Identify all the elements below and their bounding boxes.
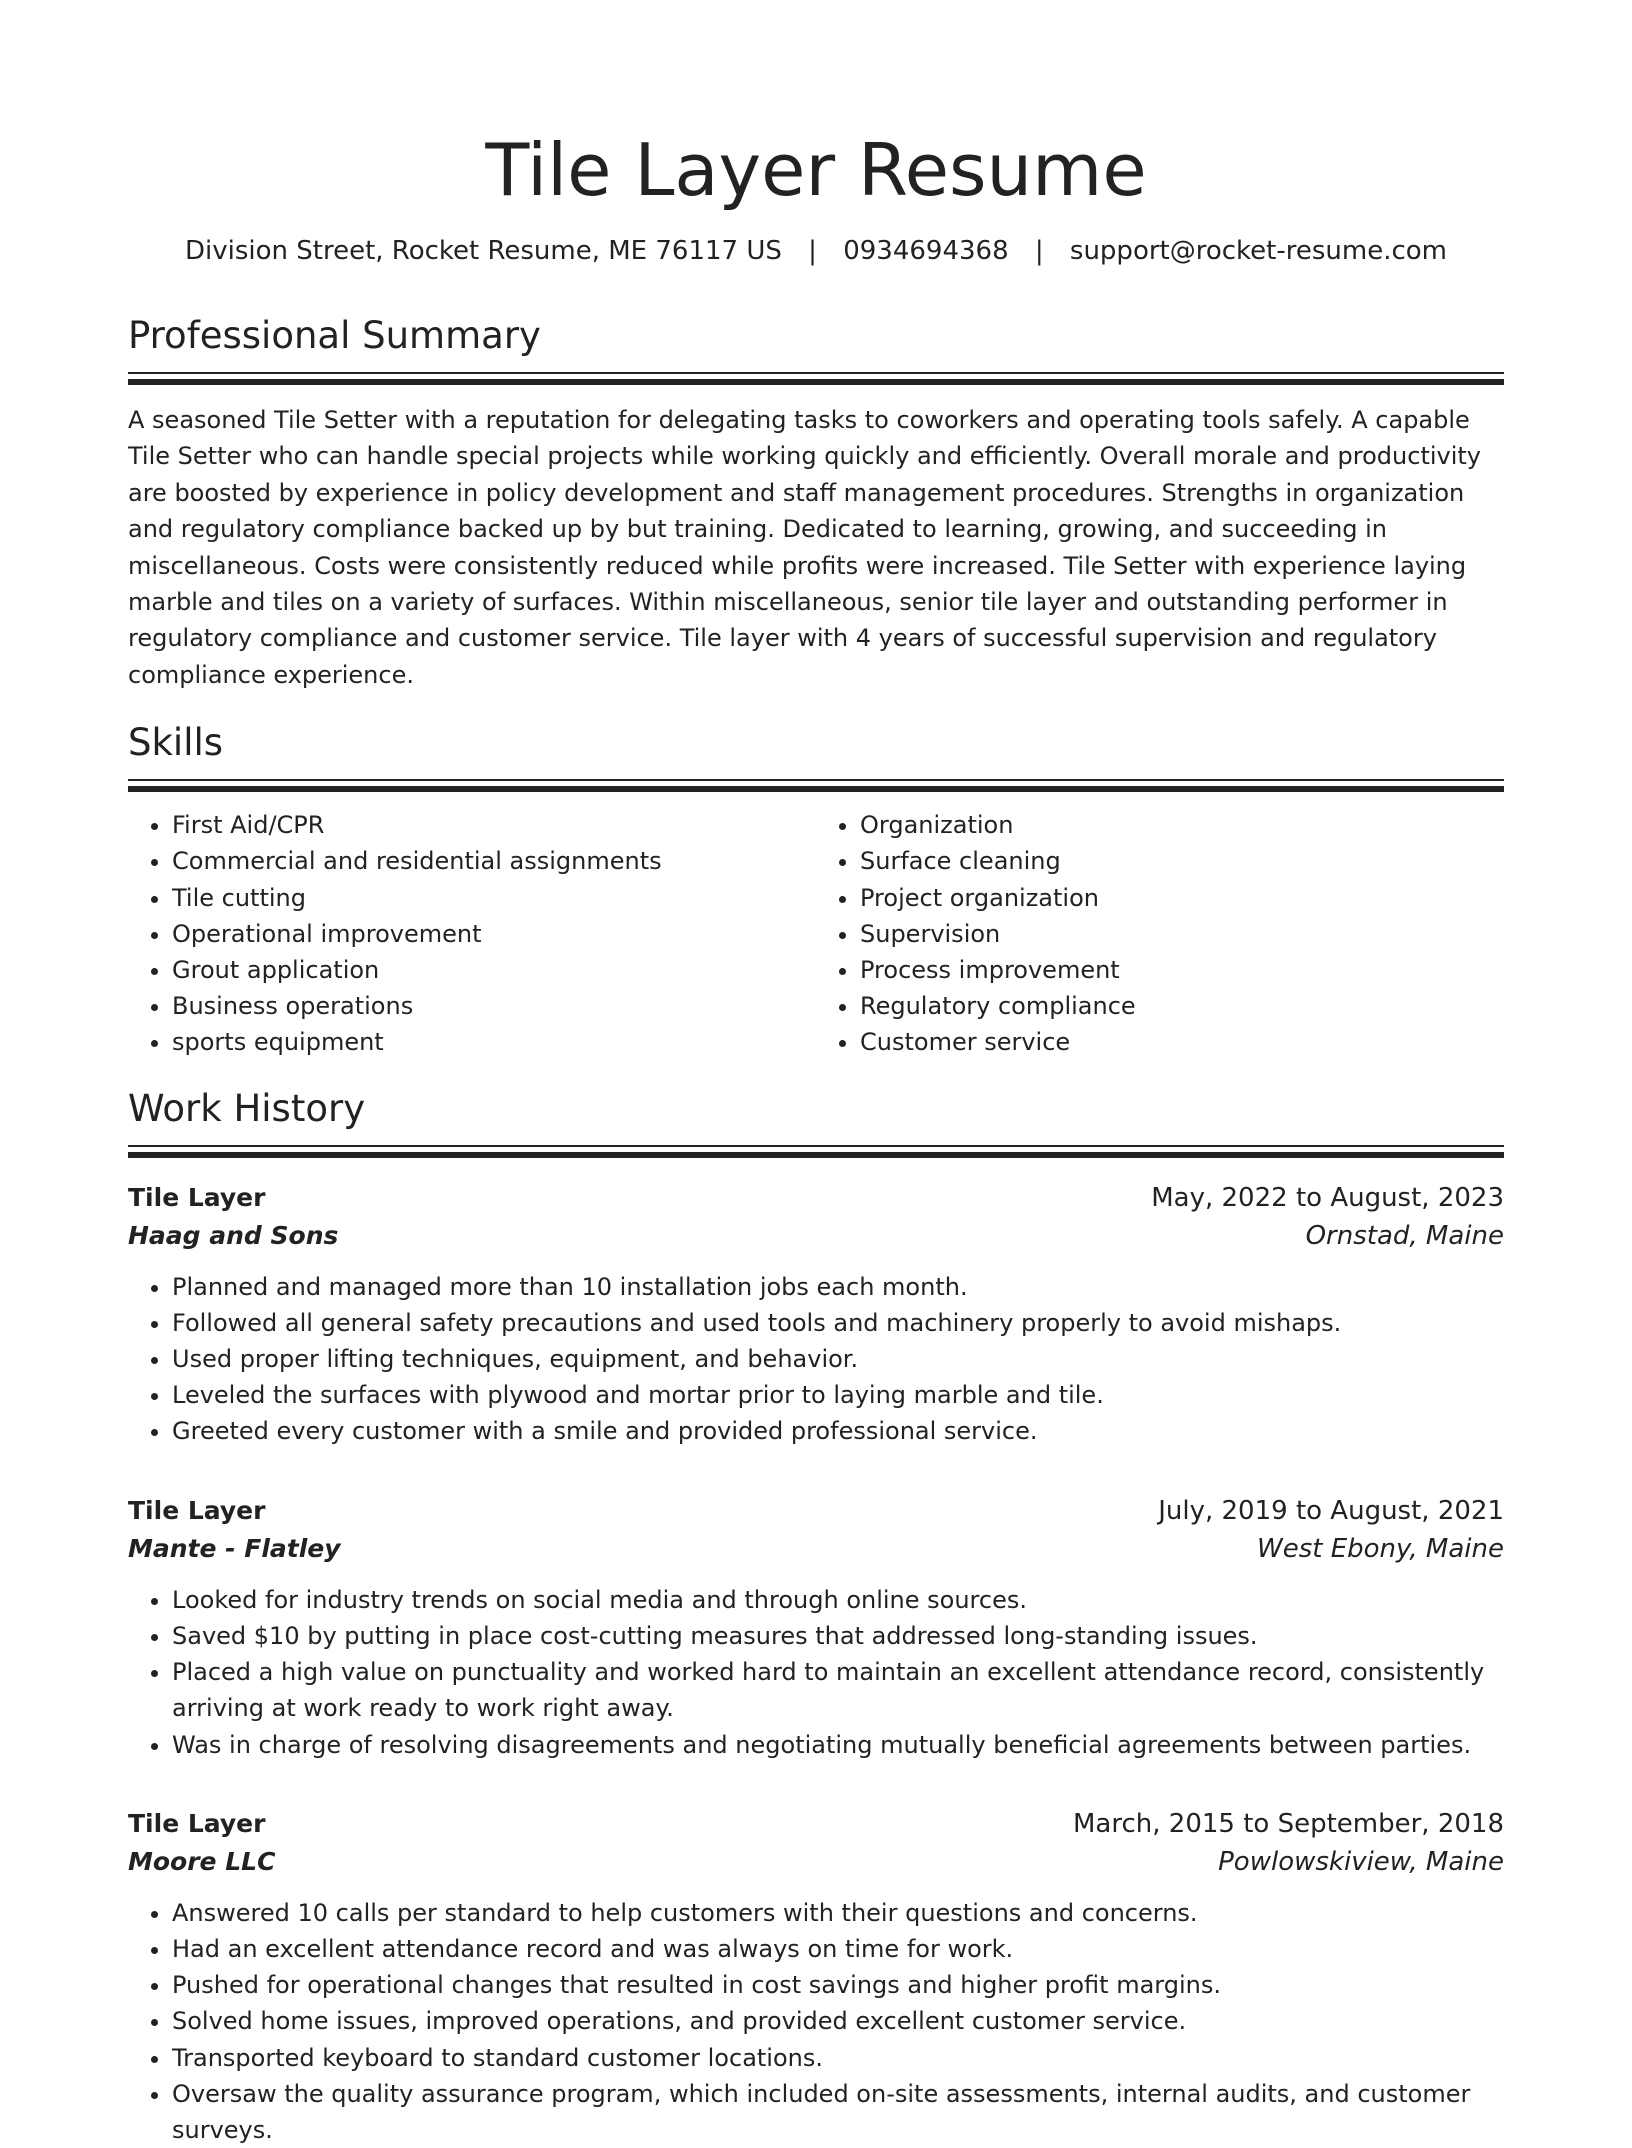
contact-line [128, 234, 1504, 268]
skill-item: • Process improvement [860, 952, 1504, 988]
job-bullet: • Had an excellent attendance record and was always on time for work. [172, 1931, 1504, 1967]
skill-item: • Commercial and residential assignments [172, 843, 816, 879]
job-bullet: • Saved $10 by putting in place cost-cutting measures that addressed long-standing issues. [172, 1618, 1504, 1654]
summary-text: A seasoned Tile Setter with a reputation for delegating tasks to coworkers and operating tools safely. A capable Tile Setter who can handle special projects while working quickly and efficiently. Overall morale and productivity are boosted by experience in policy development and staff management procedures. Strengths in organization and regulatory compliance backed up by but training. Dedicated to learning, growing, and succeeding in miscellaneous. Costs were consistently reduced while profits were increased. Tile Setter with experience laying marble and tiles on a variety of surfaces. Within miscellaneous, senior tile layer and outstanding performer in regulatory compliance and customer service. Tile layer with 4 years of successful supervision and regulatory compliance experience. [128, 406, 1481, 689]
job-header-row [128, 1492, 1504, 1530]
job-bullet: • Placed a high value on punctuality and worked hard to maintain an excellent attendance record, consistently arriving at work ready to work right away. [172, 1654, 1504, 1726]
job-title: Tile Layer [128, 1495, 266, 1525]
contact-separator: | [1034, 236, 1044, 266]
skill-item: • Organization [860, 807, 1504, 843]
job-bullet: • Followed all general safety precautions and used tools and machinery properly to avoid mishaps. [172, 1305, 1504, 1341]
job-bullet: • Leveled the surfaces with plywood and mortar prior to laying marble and tile. [172, 1377, 1504, 1413]
job-header-row [128, 1179, 1504, 1217]
job-header-row [128, 1805, 1504, 1843]
job-title: Tile Layer [128, 1808, 266, 1838]
job-location: Ornstad, Maine [1305, 1220, 1504, 1251]
job-bullet: • Pushed for operational changes that resulted in cost savings and higher profit margins. [172, 1967, 1504, 2003]
contact-separator: | [808, 236, 817, 266]
summary-section [128, 312, 1504, 693]
skill-item: • Project organization [860, 880, 1504, 916]
job-company: Mante - Flatley [128, 1533, 341, 1563]
skill-item: • Supervision [860, 916, 1504, 952]
job-dates: May, 2022 to August, 2023 [1151, 1182, 1504, 1213]
job-company-row [128, 1217, 1504, 1255]
job-bullet: • Planned and managed more than 10 installation jobs each month. [172, 1269, 1504, 1305]
job-bullet: • Looked for industry trends on social media and through online sources. [172, 1582, 1504, 1618]
contact-address: Division Street, Rocket Resume, ME 76117 US [184, 236, 782, 266]
section-divider [128, 372, 1504, 386]
work-history-section [128, 1085, 1504, 2148]
skills-list-right [816, 807, 1504, 1060]
work-history-heading: Work History [128, 1086, 366, 1130]
job-bullets [128, 1895, 1504, 2148]
job-bullet: • Answered 10 calls per standard to help customers with their questions and concerns. [172, 1895, 1504, 1931]
job-entry [128, 1492, 1504, 1763]
job-bullet: • Transported keyboard to standard customer locations. [172, 2040, 1504, 2076]
job-company-row [128, 1530, 1504, 1568]
skills-list-left [128, 807, 816, 1060]
job-company-row [128, 1843, 1504, 1881]
job-location: West Ebony, Maine [1257, 1533, 1504, 1564]
contact-phone: 0934694368 [843, 236, 1009, 266]
skills-heading: Skills [128, 721, 224, 765]
skill-item: • sports equipment [172, 1024, 816, 1060]
job-bullets [128, 1269, 1504, 1450]
job-title: Tile Layer [128, 1182, 266, 1212]
job-company: Moore LLC [128, 1846, 276, 1876]
skill-item: • Tile cutting [172, 880, 816, 916]
job-dates: July, 2019 to August, 2021 [1158, 1495, 1504, 1526]
job-bullet: • Used proper lifting techniques, equipment, and behavior. [172, 1341, 1504, 1377]
job-entry [128, 1805, 1504, 2148]
job-location: Powlowskiview, Maine [1218, 1846, 1504, 1877]
resume-title: Tile Layer Resume [485, 128, 1147, 212]
skill-item: • Business operations [172, 988, 816, 1024]
resume-page [128, 0, 1504, 2148]
job-dates: March, 2015 to September, 2018 [1073, 1808, 1504, 1839]
section-divider [128, 1145, 1504, 1159]
skill-item: • Surface cleaning [860, 843, 1504, 879]
summary-heading: Professional Summary [128, 314, 541, 357]
job-company: Haag and Sons [128, 1220, 339, 1250]
job-bullets [128, 1582, 1504, 1763]
job-bullet: • Was in charge of resolving disagreements and negotiating mutually beneficial agreements between parties. [172, 1727, 1504, 1763]
skill-item: • Customer service [860, 1024, 1504, 1060]
skill-item: • Regulatory compliance [860, 988, 1504, 1024]
job-bullet: • Greeted every customer with a smile and provided professional service. [172, 1413, 1504, 1449]
skill-item: • First Aid/CPR [172, 807, 816, 843]
section-divider [128, 779, 1504, 793]
skills-columns [128, 807, 1504, 1060]
skills-section [128, 719, 1504, 1060]
job-bullet: • Oversaw the quality assurance program, which included on-site assessments, internal audits, and customer surveys. [172, 2076, 1504, 2148]
job-entry [128, 1179, 1504, 1450]
skill-item: • Operational improvement [172, 916, 816, 952]
skill-item: • Grout application [172, 952, 816, 988]
job-bullet: • Solved home issues, improved operations, and provided excellent customer service. [172, 2003, 1504, 2039]
contact-email: support@rocket-resume.com [1069, 236, 1448, 266]
